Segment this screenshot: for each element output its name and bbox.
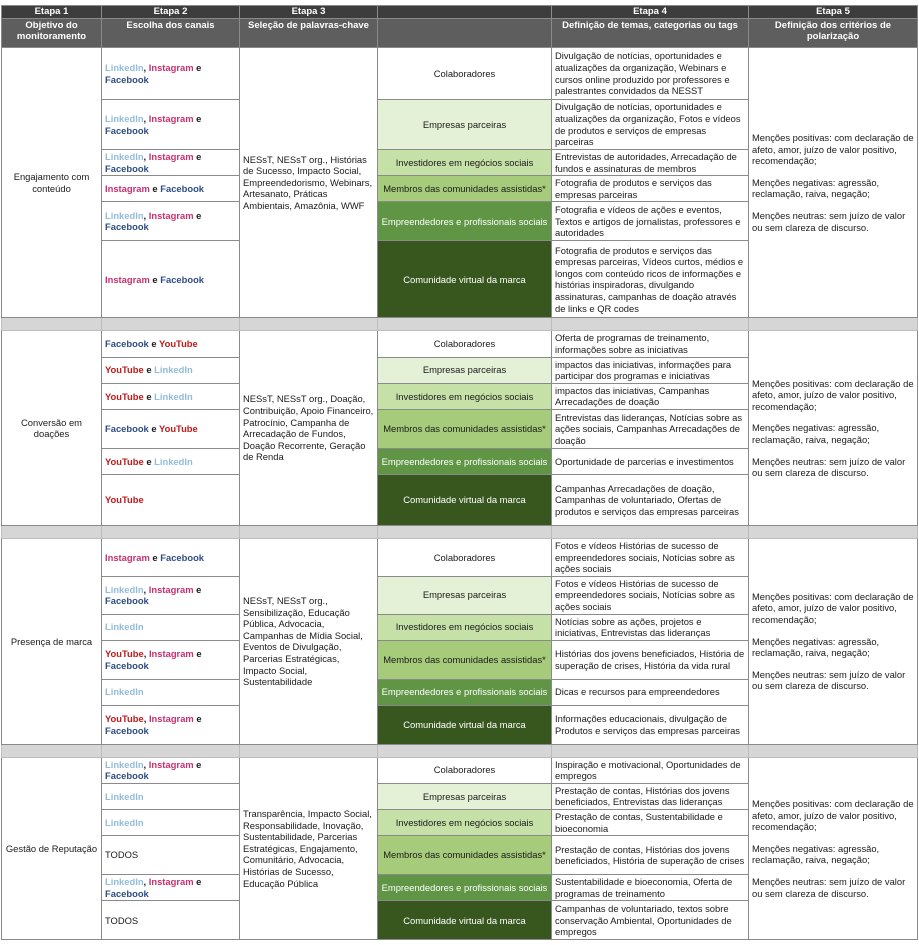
polarization-cell xyxy=(749,538,918,744)
separator-cell xyxy=(378,318,552,331)
objective-cell: Conversão em doações xyxy=(2,331,102,526)
audience-cell: Empreendedores e profissionais sociais xyxy=(378,875,552,901)
themes-cell: Campanhas Arrecadações de doação, Campanhas de voluntariado, Ofertas de produtos e serviços das empresas parceiras xyxy=(552,474,749,525)
channel-separator: e xyxy=(193,758,202,770)
separator-cell xyxy=(552,744,749,757)
channels-cell xyxy=(102,241,240,318)
themes-cell: Notícias sobre as ações, projetos e iniciativas, Entrevistas das lideranças xyxy=(552,614,749,640)
channel-name: YouTube xyxy=(105,648,144,660)
themes-cell: Prestação de contas, Histórias dos jovens beneficiados, Entrevistas das lideranças xyxy=(552,783,749,809)
table-body xyxy=(2,48,918,940)
header-etapa-3: Etapa 3 xyxy=(240,6,378,19)
channel-name: Facebook xyxy=(160,273,205,285)
audience-cell: Colaboradores xyxy=(378,757,552,783)
channel-name: Facebook xyxy=(105,73,149,85)
channel-name: YouTube xyxy=(105,455,144,467)
polarization-cell xyxy=(749,48,918,318)
audience-cell: Colaboradores xyxy=(378,538,552,576)
themes-cell: Fotografia e vídeos de ações e eventos, Textos e artigos de jornalistas, professores e autoridades xyxy=(552,202,749,241)
channel-name: LinkedIn xyxy=(105,876,144,888)
channel-name: LinkedIn xyxy=(105,790,144,802)
channels-cell xyxy=(102,836,240,875)
audience-cell: Comunidade virtual da marca xyxy=(378,474,552,525)
channels-cell xyxy=(102,409,240,448)
polarization-neutral: Menções neutras: sem juízo de valor ou sem clareza de discurso. xyxy=(752,210,906,233)
themes-cell: Entrevistas das lideranças, Notícias sobre as ações sociais, Campanhas Arrecadações de doação xyxy=(552,409,749,448)
channel-separator: e xyxy=(143,390,155,402)
themes-cell: Campanhas de voluntariado, textos sobre conservação Ambiental, Oportunidades de empregos xyxy=(552,901,749,940)
header-etapa-1: Etapa 1 xyxy=(2,6,102,19)
subheader-canais: Escolha dos canais xyxy=(102,19,240,48)
themes-cell: Prestação de contas, Sustentabilidade e bioeconomia xyxy=(552,810,749,836)
themes-cell: Prestação de contas, Histórias dos jovens beneficiados, História de superação de crises xyxy=(552,836,749,875)
channel-separator: e xyxy=(149,182,161,194)
channel-separator: e xyxy=(193,209,202,221)
objective-cell: Gestão de Reputação xyxy=(2,757,102,940)
objective-cell: Presença de marca xyxy=(2,538,102,744)
polarization-negative: Menções negativas: agressão, reclamação, raiva, negação; xyxy=(752,176,880,200)
channel-name: Facebook xyxy=(105,423,149,435)
channel-name: YouTube xyxy=(105,713,144,725)
channel-name: Facebook xyxy=(105,124,149,136)
channel-name: LinkedIn xyxy=(154,455,193,467)
themes-cell: Fotografia de produtos e serviços das empresas parceiras xyxy=(552,176,749,202)
channels-cell xyxy=(102,757,240,783)
channel-name: YouTube xyxy=(105,364,144,376)
audience-cell: Membros das comunidades assistidas* xyxy=(378,176,552,202)
separator-cell xyxy=(749,744,918,757)
themes-cell: Dicas e recursos para empreendedores xyxy=(552,679,749,705)
audience-cell: Investidores em negócios sociais xyxy=(378,150,552,176)
polarization-negative: Menções negativas: agressão, reclamação, raiva, negação; xyxy=(752,842,880,866)
table-row xyxy=(2,757,918,783)
channel-name: Facebook xyxy=(105,770,149,782)
channel-name: Instagram xyxy=(148,209,194,221)
audience-cell: Empreendedores e profissionais sociais xyxy=(378,202,552,241)
objective-cell: Engajamento com conteúdo xyxy=(2,48,102,318)
separator-cell xyxy=(552,525,749,538)
channel-name: LinkedIn xyxy=(154,364,193,376)
separator-cell xyxy=(240,318,378,331)
polarization-positive: Menções positivas: com declaração de afeto, amor, juízo de valor positivo, recomendação; xyxy=(752,590,914,625)
themes-cell: Divulgação de notícias, oportunidades e atualizações da organização, Webinars e cursos online produzido por professores e palestrantes convidados da NESST xyxy=(552,48,749,100)
channel-name: Instagram xyxy=(148,151,194,162)
channel-separator: e xyxy=(193,151,202,162)
channel-separator: e xyxy=(148,423,160,435)
separator-cell xyxy=(102,744,240,757)
channels-cell xyxy=(102,474,240,525)
section-separator xyxy=(2,318,918,331)
channel-name: Instagram xyxy=(105,273,150,285)
channels-cell xyxy=(102,810,240,836)
channel-name: Instagram xyxy=(105,182,150,194)
channels-cell xyxy=(102,48,240,100)
channel-name: LinkedIn xyxy=(105,621,144,633)
separator-cell xyxy=(552,318,749,331)
channel-name: Facebook xyxy=(105,162,149,174)
channel-name: LinkedIn xyxy=(105,816,144,828)
audience-cell: Comunidade virtual da marca xyxy=(378,901,552,940)
audience-cell: Comunidade virtual da marca xyxy=(378,241,552,318)
channel-name: Facebook xyxy=(105,338,149,350)
channel-name: YouTube xyxy=(105,494,144,506)
polarization-cell xyxy=(749,331,918,526)
themes-cell: Fotos e vídeos Histórias de sucesso de empreendedores sociais, Notícias sobre as ações sociais xyxy=(552,538,749,576)
themes-cell: Histórias dos jovens beneficiados, História de superação de crises, História da vida rural xyxy=(552,640,749,679)
channel-name: LinkedIn xyxy=(105,112,144,124)
channel-name: Facebook xyxy=(105,724,149,736)
channels-cell xyxy=(102,357,240,383)
channels-cell xyxy=(102,875,240,901)
audience-cell: Investidores em negócios sociais xyxy=(378,810,552,836)
channel-name: Instagram xyxy=(105,551,150,563)
polarization-positive: Menções positivas: com declaração de afeto, amor, juízo de valor positivo, recomendação; xyxy=(752,797,914,833)
audience-cell: Investidores em negócios sociais xyxy=(378,383,552,409)
themes-cell: Oferta de programas de treinamento, informações sobre as iniciativas xyxy=(552,331,749,357)
channel-separator: e xyxy=(143,455,155,467)
channels-cell xyxy=(102,576,240,614)
channel-separator: e xyxy=(149,273,161,285)
table-row xyxy=(2,538,918,576)
audience-cell: Membros das comunidades assistidas* xyxy=(378,409,552,448)
subheader-blank xyxy=(378,19,552,48)
audience-cell: Empresas parceiras xyxy=(378,783,552,809)
themes-cell: Fotografia de produtos e serviços das empresas parceiras, Vídeos curtos, médios e longos com conteúdo ricos de informações e histórias inspiradoras, divulgando assinaturas, campanhas de doação através de links e QR codes xyxy=(552,241,749,318)
audience-cell: Empreendedores e profissionais sociais xyxy=(378,448,552,474)
channel-name: Instagram xyxy=(148,713,194,725)
channel-separator: e xyxy=(193,713,202,725)
channel-separator: e xyxy=(193,648,202,660)
header-etapa-5: Etapa 5 xyxy=(749,6,918,19)
channel-name: LinkedIn xyxy=(105,686,144,698)
themes-cell: Divulgação de notícias, oportunidades e atualizações da organização, Fotos e vídeos de produtos e serviços de empresas parceiras xyxy=(552,100,749,150)
channel-separator: , xyxy=(143,112,149,124)
separator-cell xyxy=(378,744,552,757)
audience-cell: Colaboradores xyxy=(378,331,552,357)
channel-name: Facebook xyxy=(160,182,205,194)
subheader-temas: Definição de temas, categorias ou tags xyxy=(552,19,749,48)
audience-cell: Membros das comunidades assistidas* xyxy=(378,640,552,679)
keywords-cell: NESsT, NESsT org., Sensibilização, Educação Pública, Advocacia, Campanhas de Mídia Social, Eventos de Divulgação, Parcerias Estratégicas, Impacto Social, Sustentabilidade xyxy=(240,538,378,744)
separator-cell xyxy=(2,525,102,538)
section-separator xyxy=(2,525,918,538)
header-etapa-4: Etapa 4 xyxy=(552,6,749,19)
channels-cell xyxy=(102,640,240,679)
polarization-cell xyxy=(749,757,918,940)
channels-cell xyxy=(102,783,240,809)
separator-cell xyxy=(2,318,102,331)
channel-name: Instagram xyxy=(148,648,194,660)
channel-separator: e xyxy=(143,364,155,376)
channel-separator: , xyxy=(143,758,149,770)
channel-separator: , xyxy=(143,713,149,725)
table-row xyxy=(2,331,918,357)
channel-name: Instagram xyxy=(148,876,194,888)
channel-separator: , xyxy=(143,209,149,221)
separator-cell xyxy=(240,525,378,538)
themes-cell: Oportunidade de parcerias e investimentos xyxy=(552,448,749,474)
channel-separator: , xyxy=(143,583,149,595)
channels-cell xyxy=(102,100,240,150)
channel-name: LinkedIn xyxy=(105,61,144,73)
header-blank xyxy=(378,6,552,19)
channel-name: Facebook xyxy=(105,659,149,671)
separator-cell xyxy=(749,525,918,538)
channel-name: LinkedIn xyxy=(105,758,144,770)
audience-cell: Colaboradores xyxy=(378,48,552,100)
channel-name: TODOS xyxy=(105,849,139,861)
section-separator xyxy=(2,744,918,757)
themes-cell: Entrevistas de autoridades, Arrecadação de fundos e assinaturas de membros xyxy=(552,150,749,176)
themes-cell: Informações educacionais, divulgação de Produtos e serviços das empresas parceiras xyxy=(552,705,749,744)
polarization-positive: Menções positivas: com declaração de afeto, amor, juízo de valor positivo, recomendação; xyxy=(752,377,914,412)
audience-cell: Empresas parceiras xyxy=(378,100,552,150)
channels-cell xyxy=(102,679,240,705)
audience-cell: Investidores em negócios sociais xyxy=(378,614,552,640)
header-row xyxy=(2,6,918,19)
table-row xyxy=(2,48,918,100)
polarization-neutral: Menções neutras: sem juízo de valor ou sem clareza de discurso. xyxy=(752,455,906,479)
channels-cell xyxy=(102,150,240,176)
audience-cell: Empresas parceiras xyxy=(378,576,552,614)
polarization-neutral: Menções neutras: sem juízo de valor ou sem clareza de discurso. xyxy=(752,875,906,899)
themes-cell: Sustentabilidade e bioeconomia, Oferta de programas de treinamento xyxy=(552,875,749,901)
channel-name: Instagram xyxy=(148,758,194,770)
keywords-cell: NESsT, NESsT org., Doação, Contribuição, Apoio Financeiro, Patrocínio, Campanha de Arrecadação de Fundos, Doação Recorrente, Geração de Renda xyxy=(240,331,378,526)
channel-separator: e xyxy=(193,876,202,888)
channel-separator: e xyxy=(193,583,202,595)
themes-cell: impactos das iniciativas, informações para participar dos programas e iniciativas xyxy=(552,357,749,383)
channel-separator: , xyxy=(143,61,149,73)
channel-separator: , xyxy=(143,876,149,888)
channel-name: TODOS xyxy=(105,914,139,926)
audience-cell: Comunidade virtual da marca xyxy=(378,705,552,744)
channel-name: LinkedIn xyxy=(105,209,144,221)
channel-name: YouTube xyxy=(105,390,144,402)
channel-name: Facebook xyxy=(160,551,205,563)
polarization-neutral: Menções neutras: sem juízo de valor ou sem clareza de discurso. xyxy=(752,668,906,692)
channels-cell xyxy=(102,448,240,474)
channels-cell xyxy=(102,705,240,744)
themes-cell: impactos das iniciativas, Campanhas Arrecadações de doação xyxy=(552,383,749,409)
channel-name: Facebook xyxy=(105,221,149,233)
subheader-objetivo: Objetivo do monitoramento xyxy=(2,19,102,48)
channels-cell xyxy=(102,901,240,940)
channels-cell xyxy=(102,202,240,241)
monitoring-table xyxy=(1,5,918,940)
channel-separator: , xyxy=(143,151,149,162)
channels-cell xyxy=(102,538,240,576)
keywords-cell: NESsT, NESsT org., Histórias de Sucesso, Impacto Social, Empreendedorismo, Webinars, Artesanato, Práticas Ambientais, Amazônia, WWF xyxy=(240,48,378,318)
subheader-row xyxy=(2,19,918,48)
channels-cell xyxy=(102,383,240,409)
polarization-negative: Menções negativas: agressão, reclamação, raiva, negação; xyxy=(752,422,880,445)
channels-cell xyxy=(102,614,240,640)
channel-separator: e xyxy=(148,338,160,350)
channel-name: LinkedIn xyxy=(154,390,193,402)
separator-cell xyxy=(102,318,240,331)
channel-separator: e xyxy=(149,551,161,563)
separator-cell xyxy=(749,318,918,331)
channel-name: YouTube xyxy=(159,338,198,350)
channel-name: Instagram xyxy=(148,61,194,73)
separator-cell xyxy=(102,525,240,538)
channels-cell xyxy=(102,331,240,357)
polarization-positive: Menções positivas: com declaração de afeto, amor, juízo de valor positivo, recomendação; xyxy=(752,132,914,167)
channel-name: Instagram xyxy=(148,112,194,124)
polarization-negative: Menções negativas: agressão, reclamação, raiva, negação; xyxy=(752,635,880,659)
channel-name: YouTube xyxy=(159,423,198,435)
themes-cell: Inspiração e motivacional, Oportunidades de empregos xyxy=(552,757,749,783)
audience-cell: Empresas parceiras xyxy=(378,357,552,383)
audience-cell: Empreendedores e profissionais sociais xyxy=(378,679,552,705)
channel-name: Facebook xyxy=(105,887,149,899)
channel-name: Facebook xyxy=(105,595,149,607)
channel-name: Instagram xyxy=(148,583,194,595)
channel-separator: e xyxy=(193,61,202,73)
channel-name: LinkedIn xyxy=(105,583,144,595)
keywords-cell: Transparência, Impacto Social, Responsabilidade, Inovação, Sustentabilidade, Parcerias Estratégicas, Engajamento, Comunitário, Advocacia, Histórias de Sucesso, Educação Pública xyxy=(240,757,378,940)
themes-cell: Fotos e vídeos Histórias de sucesso de empreendedores sociais, Notícias sobre as ações sociais xyxy=(552,576,749,614)
separator-cell xyxy=(240,744,378,757)
header-etapa-2: Etapa 2 xyxy=(102,6,240,19)
separator-cell xyxy=(378,525,552,538)
channel-separator: e xyxy=(193,112,202,124)
channel-name: LinkedIn xyxy=(105,151,144,162)
subheader-palavras: Seleção de palavras-chave xyxy=(240,19,378,48)
separator-cell xyxy=(2,744,102,757)
subheader-polarizacao: Definição dos critérios de polarização xyxy=(749,19,918,48)
channel-separator: , xyxy=(143,648,149,660)
channels-cell xyxy=(102,176,240,202)
audience-cell: Membros das comunidades assistidas* xyxy=(378,836,552,875)
